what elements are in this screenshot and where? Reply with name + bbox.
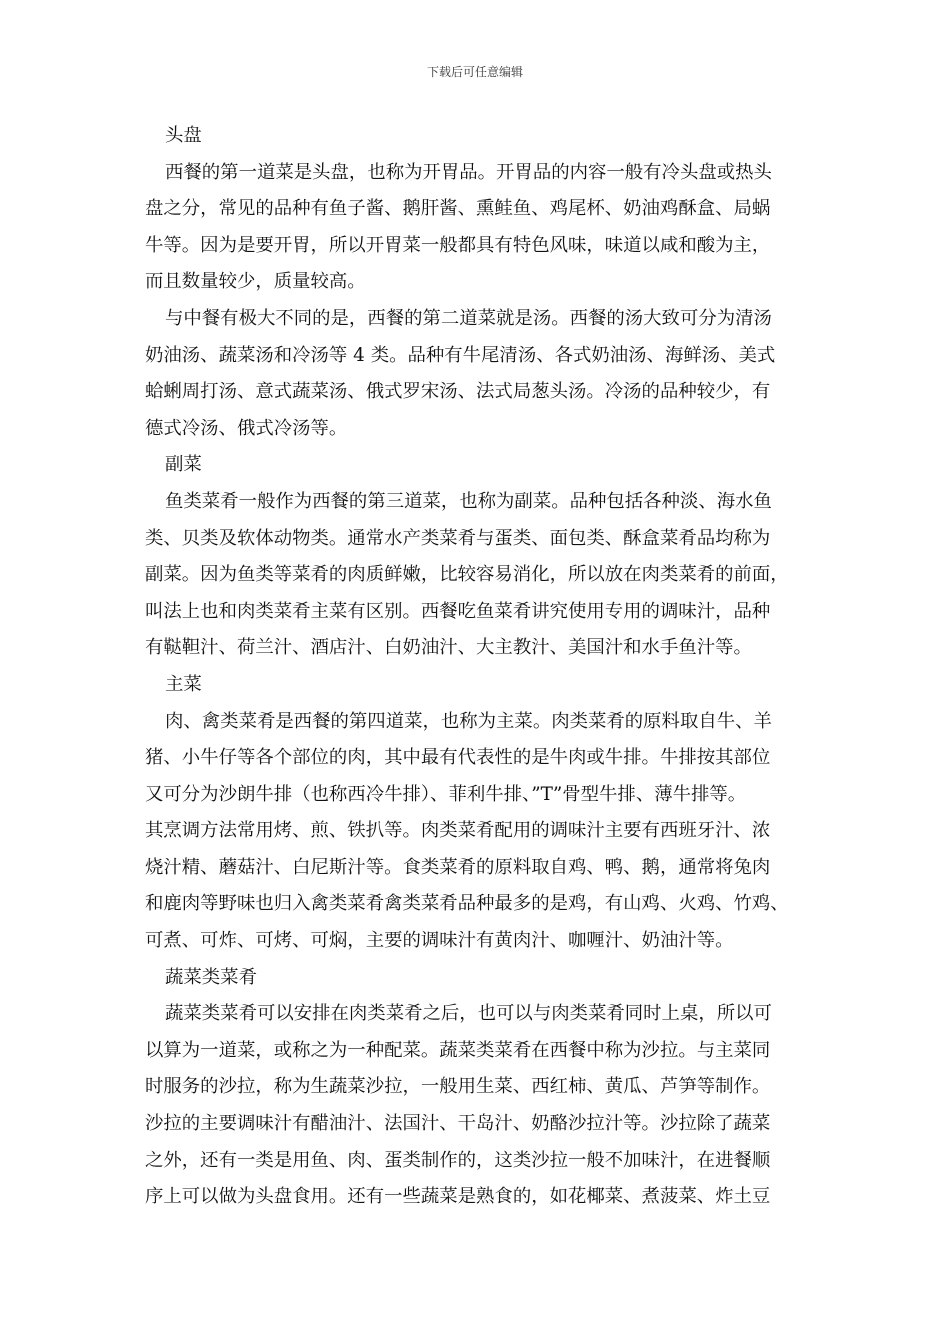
paragraph-line: 德式冷汤、俄式冷汤等。 bbox=[145, 417, 348, 439]
paragraph-line: 叫法上也和肉类菜肴主菜有区别。西餐吃鱼菜肴讲究使用专用的调味汁，品种 bbox=[145, 600, 771, 622]
paragraph bbox=[145, 155, 823, 301]
paragraph-line: 肉、禽类菜肴是西餐的第四道菜，也称为主菜。肉类菜肴的原料取自牛、羊 bbox=[165, 710, 772, 732]
paragraph-line: 烧汁精、蘑菇汁、白尼斯汁等。食类菜肴的原料取自鸡、鸭、鹅，通常将兔肉 bbox=[145, 856, 771, 878]
paragraph bbox=[145, 484, 823, 667]
paragraph-line: 沙拉的主要调味汁有醋油汁、法国汁、干岛汁、奶酪沙拉汁等。沙拉除了蔬菜 bbox=[145, 1113, 771, 1135]
page-header: 下载后可任意编辑 bbox=[426, 65, 523, 79]
paragraph-line: 其烹调方法常用烤、煎、铁扒等。肉类菜肴配用的调味汁主要有西班牙汁、浓 bbox=[145, 820, 771, 842]
paragraph bbox=[145, 704, 823, 960]
paragraph-line: 有鞑靼汁、荷兰汁、酒店汁、白奶油汁、大主教汁、美国汁和水手鱼汁等。 bbox=[145, 637, 752, 659]
paragraph-line: 时服务的沙拉，称为生蔬菜沙拉，一般用生菜、西红柿、黄瓜、芦笋等制作。 bbox=[145, 1076, 771, 1098]
paragraph-line: 盘之分，常见的品种有鱼子酱、鹅肝酱、熏鲑鱼、鸡尾杯、奶油鸡酥盒、局蜗 bbox=[145, 198, 771, 220]
paragraph-line: 西餐的第一道菜是头盘，也称为开胃品。开胃品的内容一般有冷头盘或热头 bbox=[165, 161, 772, 183]
paragraph-line: 又可分为沙朗牛排（也称西冷牛排）、菲利牛排、”T”骨型牛排、薄牛排等。 bbox=[145, 783, 747, 805]
paragraph-line: 以算为一道菜，或称之为一种配菜。蔬菜类菜肴在西餐中称为沙拉。与主菜同 bbox=[145, 1039, 771, 1061]
paragraph-line: 蛤蜊周打汤、意式蔬菜汤、俄式罗宋汤、法式局葱头汤。冷汤的品种较少，有 bbox=[145, 381, 771, 403]
section bbox=[145, 447, 823, 667]
paragraph-line: 之外，还有一类是用鱼、肉、蛋类制作的，这类沙拉一般不加味汁，在进餐顺 bbox=[145, 1149, 771, 1171]
paragraph-line: 猪、小牛仔等各个部位的肉，其中最有代表性的是牛肉或牛排。牛排按其部位 bbox=[145, 747, 771, 769]
paragraph bbox=[145, 301, 823, 447]
section-heading: 主菜 bbox=[165, 673, 202, 695]
paragraph-line: 而且数量较少，质量较高。 bbox=[145, 271, 366, 293]
paragraph-line: 类、贝类及软体动物类。通常水产类菜肴与蛋类、面包类、酥盒菜肴品均称为 bbox=[145, 527, 771, 549]
paragraph-line: 鱼类菜肴一般作为西餐的第三道菜，也称为副菜。品种包括各种淡、海水鱼 bbox=[165, 490, 772, 512]
paragraph-line: 蔬菜类菜肴可以安排在肉类菜肴之后，也可以与肉类菜肴同时上桌，所以可 bbox=[165, 1003, 772, 1025]
paragraph-line: 和鹿肉等野味也归入禽类菜肴禽类菜肴品种最多的是鸡，有山鸡、火鸡、竹鸡、 bbox=[145, 893, 789, 915]
section-heading: 头盘 bbox=[165, 125, 202, 146]
paragraph-line: 副菜。因为鱼类等菜肴的肉质鲜嫩，比较容易消化，所以放在肉类菜肴的前面， bbox=[145, 564, 789, 586]
paragraph-line: 序上可以做为头盘食用。还有一些蔬菜是熟食的，如花椰菜、煮菠菜、炸土豆 bbox=[145, 1186, 771, 1208]
section bbox=[145, 667, 823, 960]
section bbox=[145, 960, 823, 1216]
paragraph bbox=[145, 996, 823, 1216]
paragraph-line: 牛等。因为是要开胃，所以开胃菜一般都具有特色风味，味道以咸和酸为主， bbox=[145, 234, 771, 256]
section bbox=[145, 118, 823, 447]
section-heading: 蔬菜类菜肴 bbox=[165, 966, 257, 988]
paragraph-line: 可煮、可炸、可烤、可焖，主要的调味汁有黄肉汁、咖喱汁、奶油汁等。 bbox=[145, 930, 734, 952]
paragraph-line: 与中餐有极大不同的是，西餐的第二道菜就是汤。西餐的汤大致可分为清汤 bbox=[165, 307, 772, 329]
section-heading: 副菜 bbox=[165, 454, 202, 476]
document-body bbox=[145, 118, 823, 1216]
paragraph-line: 奶油汤、蔬菜汤和冷汤等 4 类。品种有牛尾清汤、各式奶油汤、海鲜汤、美式 bbox=[145, 344, 776, 366]
